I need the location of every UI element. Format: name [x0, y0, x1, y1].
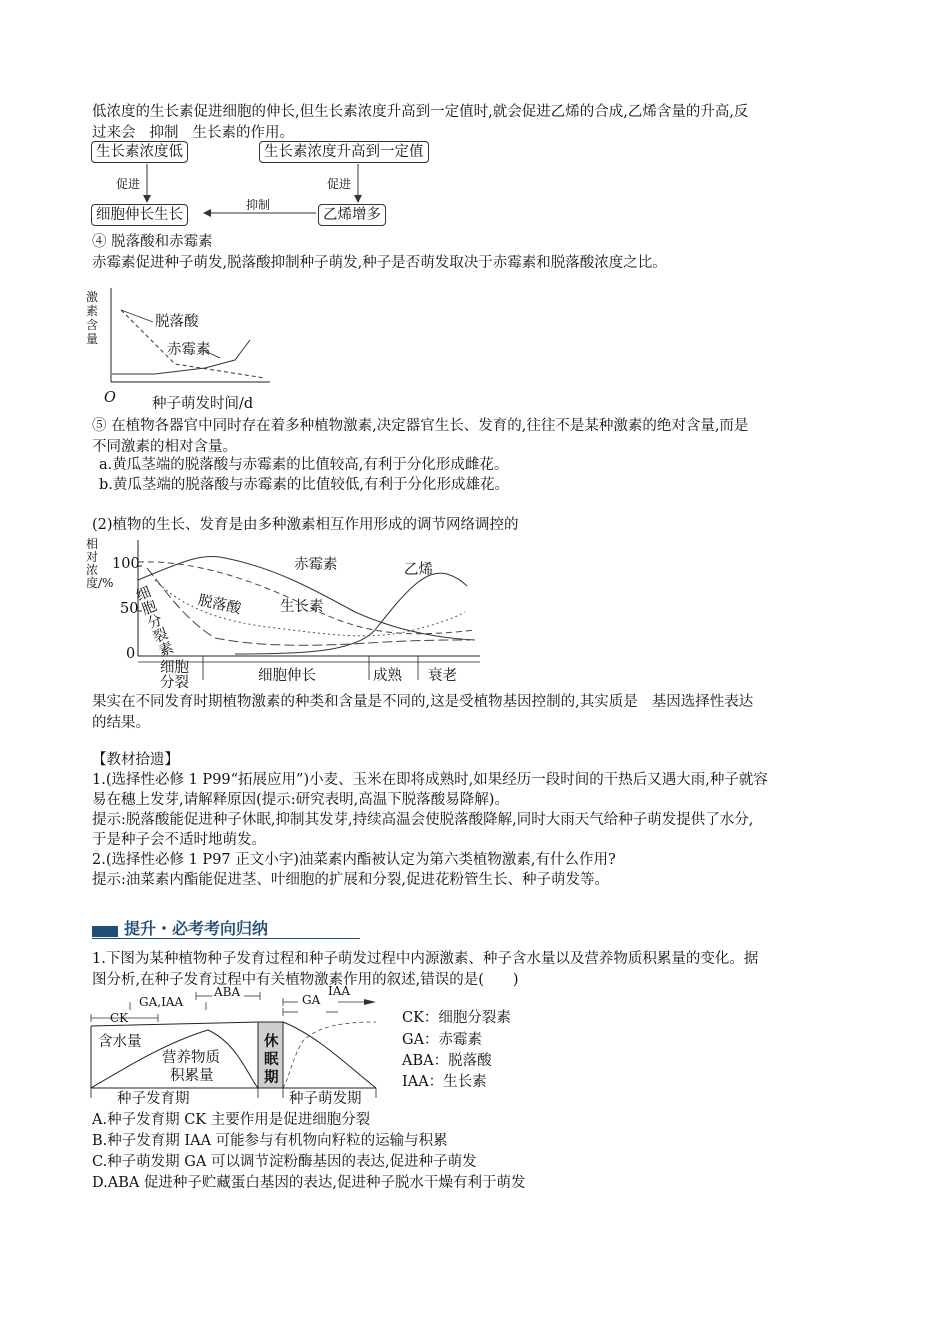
option-b: B.种子发育期 IAA 可能参与有机物向籽粒的运输与积累 — [92, 1133, 448, 1149]
chart2-ylabel: 相对浓度/% — [86, 537, 114, 590]
chart3-water: 含水量 — [98, 1034, 142, 1050]
stage-elongation: 细胞伸长 — [258, 668, 316, 684]
chart1-ylabel: 激素含量 — [86, 290, 99, 346]
stage-maturity: 成熟 — [373, 668, 402, 684]
textbook-q1-line1: 1.(选择性必修 1 P99“拓展应用”)小麦、玉米在即将成熟时,如果经历一段时间的干热后又遇大雨,种子就容 — [92, 772, 768, 788]
chart2-label-ck: 细胞分裂素 — [134, 584, 177, 661]
textbook-q2: 2.(选择性必修 1 P97 正文小字)油菜素内酯被认定为第六类植物激素,有什么作用? — [92, 852, 616, 868]
option-a: A.种子发育期 CK 主要作用是促进细胞分裂 — [92, 1112, 371, 1128]
para1-line2-prefix: 过来会 — [92, 125, 136, 141]
chart3-ga-iaa: GA,IAA — [139, 995, 184, 1009]
section4-title: ④ 脱落酸和赤霉素 — [92, 234, 213, 250]
chart3-phase-development: 种子发育期 — [117, 1091, 190, 1107]
stage-division-2: 分裂 — [160, 675, 189, 691]
chart1-origin: O — [104, 390, 116, 406]
para1-line2-suffix: 生长素的作用。 — [192, 125, 294, 141]
section5-line2: 不同激素的相对含量。 — [92, 439, 237, 455]
chart3-dormant-1: 休 — [264, 1033, 279, 1050]
legend-ga: GA：赤霉素 — [402, 1032, 483, 1048]
question1-line1: 1.下图为某种植物种子发育过程和种子萌发过程中内源激素、种子含水量以及营养物质积累量的变化。据 — [92, 951, 759, 967]
textbook-a2: 提示:油菜素内酯能促进茎、叶细胞的扩展和分裂,促进花粉管生长、种子萌发等。 — [92, 872, 609, 888]
banner-title: 提升・必考考向归纳 — [124, 919, 269, 938]
legend-iaa: IAA：生长素 — [402, 1074, 487, 1090]
banner-underline — [92, 938, 360, 939]
chart1-label-aba: 脱落酸 — [155, 314, 199, 330]
stage-senescence: 衰老 — [428, 668, 457, 684]
para2-line1 — [92, 690, 753, 711]
para1-line2 — [92, 121, 294, 142]
stage-division-1: 细胞 — [160, 660, 189, 676]
question1-line2: 图分析,在种子发育过程中有关植物激素作用的叙述,错误的是( ) — [92, 972, 519, 988]
flow-box-auxin-low: 生长素浓度低 — [91, 141, 188, 163]
answer-blank: 抑制 — [149, 125, 179, 141]
flow-label-inhibit: 抑制 — [246, 198, 271, 212]
textbook-q1-line2: 易在穗上发芽,请解释原因(提示:研究表明,高温下脱落酸易降解)。 — [92, 792, 509, 808]
flow-label-promote-right: 促进 — [327, 177, 352, 191]
chart3-ck: CK — [110, 1011, 129, 1025]
chart3-phase-germination: 种子萌发期 — [289, 1091, 362, 1107]
chart2-label-iaa: 生长素 — [280, 599, 324, 615]
flow-box-cell-elongation: 细胞伸长生长 — [91, 204, 188, 226]
section5-item-a: a.黄瓜茎端的脱落酸与赤霉素的比值较高,有利于分化形成雌花。 — [99, 457, 509, 473]
chart2-label-ga: 赤霉素 — [294, 557, 338, 573]
para2-line2: 的结果。 — [92, 715, 150, 731]
option-d: D.ABA 促进种子贮藏蛋白基因的表达,促进种子脱水干燥有利于萌发 — [92, 1175, 526, 1191]
chart1-xlabel: 种子萌发时间/d — [152, 396, 254, 412]
flow-label-promote-left: 促进 — [116, 177, 141, 191]
ethylene-curve — [235, 573, 467, 654]
section5-line1: ⑤ 在植物各器官中同时存在着多种植物激素,决定器官生长、发育的,往往不是某种激素的绝对含量,而是 — [92, 418, 749, 434]
answer-blank-2: 基因选择性表达 — [651, 694, 754, 710]
textbook-a1-line1: 提示:脱落酸能促进种子休眠,抑制其发芽,持续高温会使脱落酸降解,同时大雨天气给种子萌发提供了水分, — [92, 812, 754, 828]
ytick-0: 0 — [126, 646, 136, 662]
para1-line1: 低浓度的生长素促进细胞的伸长,但生长素浓度升高到一定值时,就会促进乙烯的合成,乙烯含量的升高,反 — [92, 104, 749, 120]
chart3-ga: GA — [302, 993, 321, 1007]
legend-ck: CK：细胞分裂素 — [402, 1010, 511, 1026]
textbook-header: 【教材拾遗】 — [92, 752, 179, 768]
chart3-dormant-3: 期 — [264, 1069, 279, 1086]
chart3-nutrient-1: 营养物质 — [162, 1050, 220, 1066]
ytick-100: 100 — [112, 556, 140, 572]
ytick-50: 50 — [120, 601, 139, 617]
flow-box-auxin-high: 生长素浓度升高到一定值 — [259, 141, 429, 163]
chart3-aba: ABA — [214, 985, 241, 999]
chart2-label-aba: 脱落酸 — [196, 592, 243, 618]
section4-text: 赤霉素促进种子萌发,脱落酸抑制种子萌发,种子是否萌发取决于赤霉素和脱落酸浓度之比。 — [92, 255, 667, 271]
section2-title: (2)植物的生长、发育是由多种激素相互作用形成的调节网络调控的 — [92, 517, 519, 533]
chart3-iaa: IAA — [328, 984, 351, 998]
chart1-label-ga: 赤霉素 — [167, 342, 211, 358]
section5-item-b: b.黄瓜茎端的脱落酸与赤霉素的比值较低,有利于分化形成雄花。 — [99, 477, 509, 493]
textbook-a1-line2: 于是种子会不适时地萌发。 — [92, 832, 266, 848]
banner-bar — [92, 926, 118, 937]
chart3-dormant-2: 眠 — [264, 1051, 279, 1068]
para2-line1-prefix: 果实在不同发育时期植物激素的种类和含量是不同的,这是受植物基因控制的,其实质是 — [92, 694, 638, 710]
chart2-label-ethylene: 乙烯 — [404, 562, 433, 578]
germination-curve — [283, 1022, 376, 1088]
section-banner — [92, 916, 362, 940]
flow-box-ethylene: 乙烯增多 — [318, 204, 386, 226]
option-c: C.种子萌发期 GA 可以调节淀粉酶基因的表达,促进种子萌发 — [92, 1154, 477, 1170]
chart3-nutrient-2: 积累量 — [170, 1068, 214, 1084]
legend-aba: ABA：脱落酸 — [402, 1053, 492, 1069]
